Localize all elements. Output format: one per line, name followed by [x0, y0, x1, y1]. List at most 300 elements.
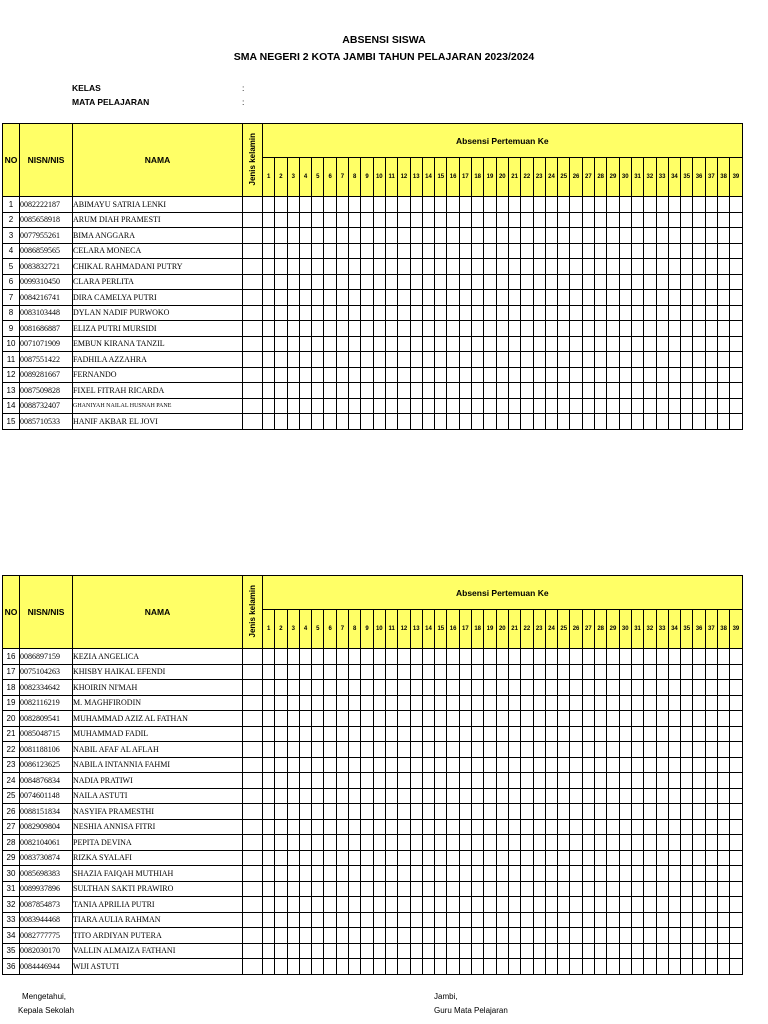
attendance-cell	[570, 742, 582, 758]
attendance-cell	[422, 414, 434, 430]
attendance-cell	[607, 959, 619, 975]
attendance-cell	[361, 912, 373, 928]
attendance-cell	[730, 819, 742, 835]
attendance-cell	[299, 897, 311, 913]
attendance-cell	[373, 850, 385, 866]
attendance-cell	[533, 850, 545, 866]
attendance-cell	[398, 912, 410, 928]
attendance-cell	[570, 881, 582, 897]
attendance-cell	[472, 274, 484, 290]
attendance-cell	[582, 959, 594, 975]
attendance-cell	[349, 959, 361, 975]
attendance-cell	[299, 788, 311, 804]
attendance-cell	[299, 726, 311, 742]
meeting-number: 21	[508, 158, 520, 197]
attendance-cell	[422, 819, 434, 835]
meeting-number: 14	[422, 610, 434, 649]
student-nisn: 0086897159	[20, 649, 73, 665]
attendance-cell	[570, 367, 582, 383]
attendance-cell	[398, 788, 410, 804]
attendance-cell	[410, 649, 422, 665]
attendance-cell	[595, 943, 607, 959]
table-row	[3, 336, 743, 352]
student-gender-cell	[243, 336, 263, 352]
attendance-cell	[361, 835, 373, 851]
attendance-cell	[607, 336, 619, 352]
attendance-cell	[521, 742, 533, 758]
attendance-cell	[484, 680, 496, 696]
meeting-number: 31	[631, 610, 643, 649]
attendance-cell	[508, 352, 520, 368]
attendance-cell	[582, 228, 594, 244]
student-nisn: 0084876834	[20, 773, 73, 789]
attendance-cell	[263, 680, 275, 696]
meeting-number: 5	[312, 158, 324, 197]
attendance-cell	[619, 228, 631, 244]
attendance-cell	[656, 912, 668, 928]
attendance-cell	[472, 757, 484, 773]
attendance-cell	[299, 367, 311, 383]
attendance-cell	[336, 726, 348, 742]
attendance-cell	[705, 398, 717, 414]
attendance-cell	[373, 664, 385, 680]
attendance-cell	[275, 197, 287, 213]
attendance-cell	[668, 804, 680, 820]
mapel-label: MATA PELAJARAN	[72, 97, 150, 107]
attendance-cell	[287, 897, 299, 913]
attendance-cell	[299, 352, 311, 368]
meeting-number: 26	[570, 610, 582, 649]
attendance-cell	[607, 212, 619, 228]
attendance-cell	[656, 305, 668, 321]
attendance-cell	[324, 197, 336, 213]
attendance-cell	[484, 757, 496, 773]
table-row	[3, 711, 743, 727]
attendance-cell	[582, 680, 594, 696]
attendance-cell	[435, 305, 447, 321]
attendance-cell	[717, 259, 729, 275]
attendance-cell	[336, 757, 348, 773]
attendance-cell	[336, 788, 348, 804]
table-row	[3, 212, 743, 228]
attendance-cell	[349, 414, 361, 430]
attendance-cell	[324, 305, 336, 321]
student-gender-cell	[243, 773, 263, 789]
attendance-cell	[263, 912, 275, 928]
attendance-cell	[582, 649, 594, 665]
attendance-cell	[570, 212, 582, 228]
attendance-cell	[508, 383, 520, 399]
attendance-cell	[349, 757, 361, 773]
attendance-cell	[619, 850, 631, 866]
attendance-cell	[705, 352, 717, 368]
attendance-cell	[582, 912, 594, 928]
attendance-cell	[373, 649, 385, 665]
student-gender-cell	[243, 367, 263, 383]
attendance-cell	[681, 881, 693, 897]
attendance-cell	[484, 897, 496, 913]
attendance-cell	[508, 788, 520, 804]
attendance-cell	[631, 305, 643, 321]
attendance-cell	[705, 773, 717, 789]
attendance-cell	[533, 664, 545, 680]
attendance-cell	[447, 773, 459, 789]
attendance-cell	[619, 866, 631, 882]
student-nisn: 0088151834	[20, 804, 73, 820]
attendance-cell	[410, 228, 422, 244]
attendance-cell	[373, 726, 385, 742]
attendance-cell	[361, 321, 373, 337]
attendance-cell	[693, 819, 705, 835]
attendance-cell	[521, 336, 533, 352]
attendance-cell	[263, 243, 275, 259]
attendance-cell	[644, 804, 656, 820]
student-gender-cell	[243, 804, 263, 820]
attendance-cell	[422, 742, 434, 758]
meeting-number: 26	[570, 158, 582, 197]
attendance-cell	[607, 352, 619, 368]
attendance-cell	[422, 290, 434, 306]
attendance-cell	[496, 897, 508, 913]
student-gender-cell	[243, 850, 263, 866]
student-name: TANIA APRILIA PUTRI	[73, 897, 243, 913]
attendance-cell	[607, 835, 619, 851]
attendance-cell	[619, 336, 631, 352]
attendance-cell	[385, 711, 397, 727]
attendance-cell	[730, 664, 742, 680]
student-no: 33	[3, 912, 20, 928]
attendance-cell	[693, 321, 705, 337]
attendance-cell	[644, 912, 656, 928]
attendance-cell	[398, 228, 410, 244]
attendance-cell	[496, 835, 508, 851]
attendance-cell	[435, 243, 447, 259]
attendance-cell	[435, 711, 447, 727]
table-row	[3, 928, 743, 944]
attendance-cell	[361, 305, 373, 321]
attendance-cell	[447, 259, 459, 275]
attendance-cell	[545, 398, 557, 414]
attendance-cell	[287, 383, 299, 399]
attendance-cell	[422, 367, 434, 383]
attendance-cell	[607, 897, 619, 913]
attendance-cell	[299, 664, 311, 680]
meeting-number: 19	[484, 158, 496, 197]
attendance-cell	[459, 881, 471, 897]
attendance-cell	[472, 695, 484, 711]
kelas-colon: :	[242, 83, 245, 93]
attendance-cell	[422, 850, 434, 866]
attendance-cell	[398, 383, 410, 399]
attendance-cell	[705, 367, 717, 383]
attendance-cell	[373, 866, 385, 882]
attendance-cell	[656, 352, 668, 368]
attendance-cell	[607, 881, 619, 897]
attendance-cell	[681, 414, 693, 430]
attendance-cell	[447, 228, 459, 244]
attendance-cell	[336, 398, 348, 414]
attendance-cell	[435, 336, 447, 352]
attendance-cell	[422, 711, 434, 727]
attendance-cell	[373, 212, 385, 228]
attendance-cell	[459, 649, 471, 665]
attendance-cell	[496, 243, 508, 259]
attendance-cell	[447, 959, 459, 975]
attendance-cell	[324, 819, 336, 835]
student-nisn: 0074601148	[20, 788, 73, 804]
attendance-cell	[705, 290, 717, 306]
attendance-cell	[558, 243, 570, 259]
student-name: SHAZIA FAIQAH MUTHIAH	[73, 866, 243, 882]
attendance-cell	[644, 664, 656, 680]
attendance-cell	[361, 959, 373, 975]
footer-kepala-sekolah: Kepala Sekolah	[18, 1006, 75, 1015]
attendance-cell	[312, 757, 324, 773]
attendance-cell	[545, 664, 557, 680]
attendance-cell	[545, 336, 557, 352]
attendance-cell	[582, 881, 594, 897]
attendance-cell	[631, 757, 643, 773]
attendance-cell	[385, 398, 397, 414]
attendance-cell	[435, 881, 447, 897]
attendance-cell	[435, 321, 447, 337]
attendance-cell	[730, 943, 742, 959]
attendance-cell	[336, 804, 348, 820]
attendance-cell	[472, 959, 484, 975]
attendance-cell	[595, 788, 607, 804]
attendance-cell	[693, 757, 705, 773]
attendance-cell	[496, 804, 508, 820]
attendance-cell	[508, 897, 520, 913]
meeting-number: 1	[263, 158, 275, 197]
attendance-cell	[508, 243, 520, 259]
student-no: 9	[3, 321, 20, 337]
student-gender-cell	[243, 352, 263, 368]
attendance-cell	[631, 881, 643, 897]
attendance-cell	[263, 383, 275, 399]
attendance-cell	[717, 773, 729, 789]
attendance-cell	[582, 336, 594, 352]
attendance-cell	[508, 881, 520, 897]
student-gender-cell	[243, 711, 263, 727]
attendance-cell	[619, 305, 631, 321]
attendance-cell	[533, 649, 545, 665]
attendance-cell	[275, 959, 287, 975]
student-nisn: 0089937896	[20, 881, 73, 897]
attendance-cell	[410, 695, 422, 711]
attendance-cell	[717, 897, 729, 913]
student-name: GHANIYAH NAILAL HUSNAH PANE	[73, 398, 243, 414]
attendance-cell	[312, 321, 324, 337]
attendance-cell	[410, 928, 422, 944]
attendance-cell	[705, 711, 717, 727]
attendance-cell	[533, 398, 545, 414]
student-nisn: 0082809541	[20, 711, 73, 727]
attendance-cell	[422, 664, 434, 680]
attendance-cell	[324, 943, 336, 959]
attendance-cell	[299, 912, 311, 928]
attendance-cell	[324, 336, 336, 352]
attendance-cell	[595, 912, 607, 928]
attendance-cell	[668, 367, 680, 383]
attendance-cell	[717, 352, 729, 368]
attendance-cell	[385, 274, 397, 290]
table-row	[3, 398, 743, 414]
attendance-cell	[656, 367, 668, 383]
attendance-cell	[631, 649, 643, 665]
attendance-cell	[472, 928, 484, 944]
attendance-cell	[717, 228, 729, 244]
attendance-cell	[385, 321, 397, 337]
attendance-cell	[472, 383, 484, 399]
attendance-cell	[607, 680, 619, 696]
attendance-cell	[631, 228, 643, 244]
attendance-cell	[595, 274, 607, 290]
attendance-cell	[668, 274, 680, 290]
attendance-cell	[361, 695, 373, 711]
attendance-cell	[447, 943, 459, 959]
student-name: RIZKA SYALAFI	[73, 850, 243, 866]
attendance-cell	[656, 897, 668, 913]
attendance-cell	[693, 711, 705, 727]
attendance-cell	[435, 928, 447, 944]
attendance-cell	[730, 757, 742, 773]
header-nisn: NISN/NIS	[20, 124, 73, 197]
student-gender-cell	[243, 835, 263, 851]
attendance-cell	[496, 649, 508, 665]
attendance-cell	[570, 695, 582, 711]
table-row	[3, 881, 743, 897]
attendance-cell	[668, 711, 680, 727]
attendance-cell	[410, 850, 422, 866]
attendance-cell	[435, 959, 447, 975]
attendance-cell	[656, 259, 668, 275]
attendance-cell	[263, 321, 275, 337]
student-no: 3	[3, 228, 20, 244]
attendance-cell	[717, 881, 729, 897]
attendance-cell	[631, 866, 643, 882]
student-name: FERNANDO	[73, 367, 243, 383]
attendance-cell	[287, 881, 299, 897]
student-no: 22	[3, 742, 20, 758]
attendance-cell	[263, 212, 275, 228]
attendance-cell	[521, 664, 533, 680]
attendance-cell	[644, 367, 656, 383]
attendance-cell	[287, 352, 299, 368]
attendance-cell	[361, 881, 373, 897]
attendance-cell	[336, 243, 348, 259]
attendance-cell	[730, 881, 742, 897]
attendance-cell	[422, 695, 434, 711]
attendance-cell	[656, 742, 668, 758]
attendance-cell	[644, 897, 656, 913]
attendance-cell	[693, 664, 705, 680]
attendance-cell	[373, 290, 385, 306]
attendance-cell	[275, 804, 287, 820]
attendance-cell	[287, 259, 299, 275]
attendance-cell	[508, 197, 520, 213]
attendance-cell	[582, 383, 594, 399]
attendance-cell	[263, 649, 275, 665]
attendance-cell	[410, 383, 422, 399]
attendance-cell	[324, 835, 336, 851]
attendance-cell	[373, 398, 385, 414]
attendance-cell	[570, 680, 582, 696]
attendance-cell	[275, 305, 287, 321]
attendance-cell	[730, 212, 742, 228]
attendance-cell	[312, 398, 324, 414]
attendance-cell	[545, 788, 557, 804]
attendance-cell	[730, 290, 742, 306]
attendance-cell	[644, 336, 656, 352]
attendance-cell	[336, 414, 348, 430]
attendance-cell	[287, 290, 299, 306]
attendance-cell	[595, 336, 607, 352]
attendance-cell	[275, 212, 287, 228]
student-name: MUHAMMAD AZIZ AL FATHAN	[73, 711, 243, 727]
attendance-cell	[595, 835, 607, 851]
attendance-cell	[336, 649, 348, 665]
meeting-number: 38	[717, 158, 729, 197]
attendance-cell	[582, 305, 594, 321]
attendance-cell	[521, 943, 533, 959]
attendance-cell	[668, 352, 680, 368]
attendance-cell	[299, 243, 311, 259]
attendance-cell	[287, 757, 299, 773]
attendance-cell	[398, 757, 410, 773]
attendance-cell	[349, 680, 361, 696]
attendance-cell	[324, 881, 336, 897]
attendance-cell	[595, 897, 607, 913]
attendance-cell	[681, 943, 693, 959]
attendance-cell	[533, 336, 545, 352]
attendance-cell	[668, 243, 680, 259]
attendance-cell	[459, 680, 471, 696]
attendance-cell	[705, 336, 717, 352]
attendance-cell	[373, 197, 385, 213]
attendance-cell	[570, 897, 582, 913]
attendance-cell	[545, 383, 557, 399]
attendance-cell	[508, 305, 520, 321]
attendance-cell	[299, 928, 311, 944]
attendance-cell	[533, 959, 545, 975]
student-gender-cell	[243, 649, 263, 665]
attendance-cell	[263, 228, 275, 244]
attendance-cell	[668, 336, 680, 352]
attendance-cell	[607, 943, 619, 959]
attendance-cell	[447, 835, 459, 851]
attendance-cell	[447, 804, 459, 820]
attendance-cell	[730, 912, 742, 928]
table-row	[3, 680, 743, 696]
attendance-cell	[693, 274, 705, 290]
attendance-cell	[361, 274, 373, 290]
table-row	[3, 243, 743, 259]
attendance-cell	[410, 414, 422, 430]
meeting-number: 25	[558, 158, 570, 197]
attendance-cell	[595, 664, 607, 680]
attendance-cell	[619, 742, 631, 758]
attendance-cell	[435, 383, 447, 399]
meeting-number: 36	[693, 610, 705, 649]
attendance-cell	[484, 305, 496, 321]
attendance-cell	[349, 212, 361, 228]
attendance-cell	[472, 305, 484, 321]
attendance-cell	[496, 711, 508, 727]
student-nisn: 0099310450	[20, 274, 73, 290]
attendance-cell	[422, 649, 434, 665]
attendance-cell	[730, 959, 742, 975]
